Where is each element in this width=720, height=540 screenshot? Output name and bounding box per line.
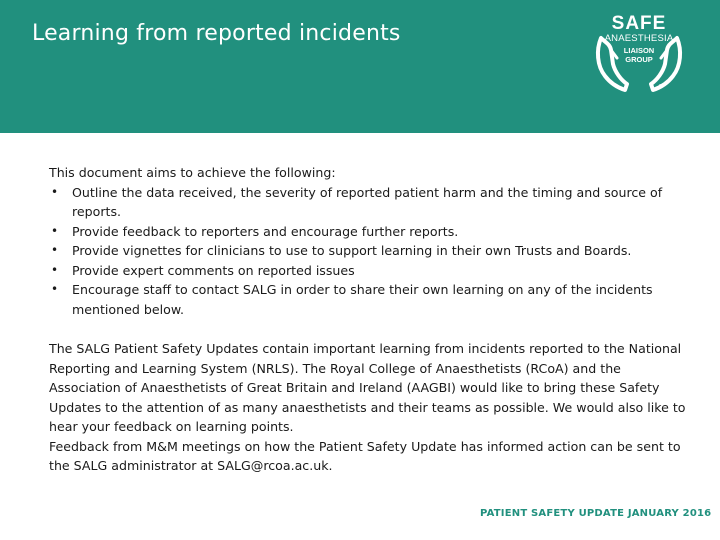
list-item [49, 261, 689, 281]
registered-mark: ® [658, 84, 663, 90]
bullet-icon: • [51, 243, 59, 257]
bullet-icon: • [51, 184, 59, 199]
logo-line-group: GROUP [625, 55, 653, 64]
list-item-text: Provide feedback to reporters and encourage further reports. [72, 223, 459, 239]
logo-line-liaison: LIAISON [623, 46, 655, 55]
list-item-text: Outline the data received, the severity of reported patient harm and the timing and source of reports. [72, 184, 663, 219]
logo-line-anaesthesia: ANAESTHESIA [604, 33, 674, 44]
header-banner [0, 0, 720, 133]
list-item [49, 241, 689, 261]
salg-logo [591, 14, 687, 94]
list-item-text: Provide expert comments on reported issues [72, 262, 355, 278]
bullet-icon: • [51, 282, 59, 296]
logo-line-safe: SAFE [611, 13, 667, 34]
list-item [49, 222, 689, 242]
list-item-text: Encourage staff to contact SALG in order to share their own learning on any of the incidents mentioned below. [72, 282, 653, 317]
paragraph-feedback: Feedback from M&M meetings on how the Patient Safety Update has informed action can be sent to the SALG administrator at SALG@rcoa.ac.uk. [49, 438, 681, 473]
bullet-icon: • [51, 262, 59, 277]
list-item [49, 183, 689, 222]
intro-text: This document aims to achieve the following: [49, 165, 336, 180]
document-body [49, 163, 689, 476]
footer-label: PATIENT SAFETY UPDATE JANUARY 2016 [480, 508, 712, 519]
list-item [49, 280, 689, 319]
aims-list [49, 183, 689, 320]
paragraph-patient-safety-updates: The SALG Patient Safety Updates contain important learning from incidents reported to the National Reporting and Learning System (NRLS). The Royal College of Anaesthetists (RCoA) and the Association of Anaesthetists of Great Britain and Ireland (AAGBI) would like to bring these Safety Updates to the attention of as many anaesthetists and their teams as possible. We would also like to hear your feedback on learning points. [49, 341, 686, 434]
page-title: Learning from reported incidents [32, 21, 401, 46]
list-item-text: Provide vignettes for clinicians to use to support learning in their own Trusts and Boards. [72, 243, 632, 258]
bullet-icon: • [51, 223, 59, 238]
